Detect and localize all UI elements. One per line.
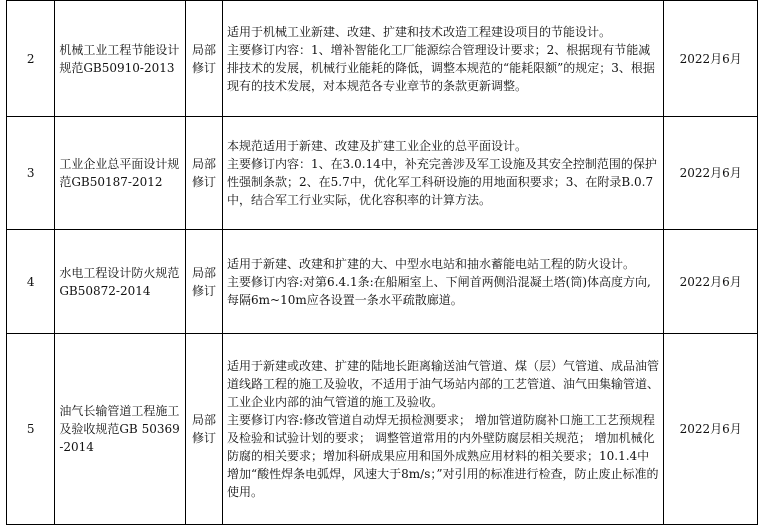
release-date: 2022月6月 — [664, 334, 758, 525]
scope-text: 适用于新建或改建、扩建的陆地长距离输送油气管道、煤（层）气管道、成品油管道线路工程的施工及验收，不适用于油气场站内部的工艺管道、油气田集输管道、工业企业内部的油气管道的施工及验收。 — [227, 359, 660, 409]
revision-content — [223, 334, 664, 525]
standards-table — [6, 0, 758, 525]
release-date: 2022月6月 — [664, 1, 758, 117]
standard-name: 水电工程设计防火规范GB50872-2014 — [55, 230, 186, 334]
revision-details-text: 主要修订内容:对第6.4.1条:在船厢室上、下闸首两侧沿混凝土塔(筒)体高度方向,每隔6m~10m应各设置一条水平疏散廊道。 — [227, 274, 651, 307]
scope-text: 适用于新建、改建和扩建的大、中型水电站和抽水蓄能电站工程的防火设计。 — [227, 256, 636, 271]
table-row — [7, 1, 758, 117]
scope-text: 适用于机械工业新建、改建、扩建和技术改造工程建设项目的节能设计。 — [227, 24, 612, 39]
revision-content — [223, 117, 664, 230]
revision-details-text: 主要修订内容：1、在3.0.14中，补充完善涉及军工设施及其安全控制范围的保护性强制条款；2、在5.7中，优化军工科研设施的用地面积要求；3、在附录B.0.7中，结合军工行业实际，优化容积率的计算方法。 — [227, 157, 657, 207]
row-number: 3 — [7, 117, 55, 230]
table-row — [7, 334, 758, 525]
row-number: 5 — [7, 334, 55, 525]
revision-type: 局部修订 — [185, 117, 222, 230]
revision-type: 局部修订 — [185, 1, 222, 117]
revision-type: 局部修订 — [185, 230, 222, 334]
standard-name: 工业企业总平面设计规范GB50187-2012 — [55, 117, 186, 230]
row-number: 2 — [7, 1, 55, 117]
revision-details-text: 主要修订内容：1、增补智能化工厂能源综合管理设计要求；2、根据现有节能减排技术的发展，机械行业能耗的降低，调整本规范的“能耗限额”的规定；3、根据现有的技术发展，对本规范各专业章节的条款更新调整。 — [227, 42, 655, 93]
release-date: 2022月6月 — [664, 230, 758, 334]
table-row — [7, 117, 758, 230]
standard-name: 机械工业工程节能设计规范GB50910-2013 — [55, 1, 186, 117]
scope-text: 本规范适用于新建、改建及扩建工业企业的总平面设计。 — [227, 139, 528, 153]
revision-content — [223, 1, 664, 117]
row-number: 4 — [7, 230, 55, 334]
release-date: 2022月6月 — [664, 117, 758, 230]
revision-content — [223, 230, 664, 334]
table-row — [7, 230, 758, 334]
standard-name: 油气长输管道工程施工及验收规范GB 50369-2014 — [55, 334, 186, 525]
revision-type: 局部修订 — [185, 334, 222, 525]
revision-details-text: 主要修订内容:修改管道自动焊无损检测要求； 增加管道防腐补口施工工艺预规程及检验和试验计划的要求； 调整管道常用的内外壁防腐层相关规范； 增加机械化防腐的相关要求；增加科研成果应用和国外成熟应用材料的相关要求；10.1.4中增加“酸性焊条电弧焊，风速大于8m/s；”对引用的标准进行检查，防止废止标准的使用。 — [227, 413, 659, 499]
